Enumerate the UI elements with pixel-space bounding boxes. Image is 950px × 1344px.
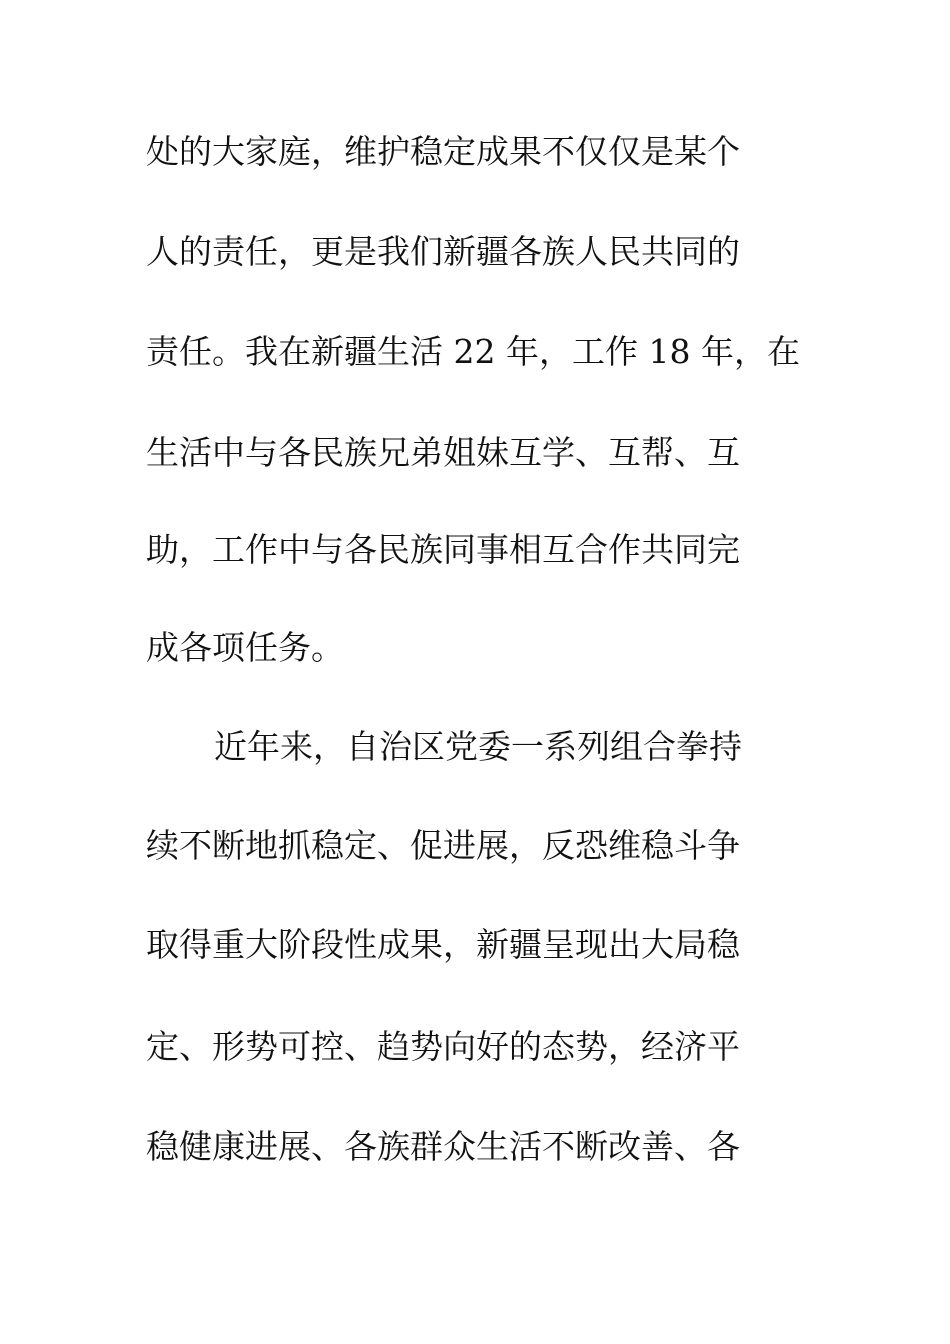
paragraph-line: 稳健康进展、各族群众生活不断改善、各	[146, 1127, 740, 1166]
paragraph-line: 处的大家庭，维护稳定成果不仅仅是某个	[146, 132, 740, 171]
paragraph-line: 生活中与各民族兄弟姐妹互学、互帮、互	[146, 433, 740, 472]
paragraph-line: 人的责任，更是我们新疆各族人民共同的	[146, 232, 740, 271]
paragraph-line: 定、形势可控、趋势向好的态势，经济平	[146, 1027, 740, 1066]
paragraph-line: 取得重大阶段性成果，新疆呈现出大局稳	[146, 925, 740, 964]
paragraph-line: 助，工作中与各民族同事相互合作共同完	[146, 530, 740, 569]
paragraph-line: 成各项任务。	[146, 628, 344, 667]
paragraph-first-line: 近年来，自治区党委一系列组合拳持	[214, 727, 742, 766]
paragraph-line: 续不断地抓稳定、促进展，反恐维稳斗争	[146, 826, 740, 865]
paragraph-line: 责任。我在新疆生活 22 年，工作 18 年，在	[146, 332, 800, 371]
